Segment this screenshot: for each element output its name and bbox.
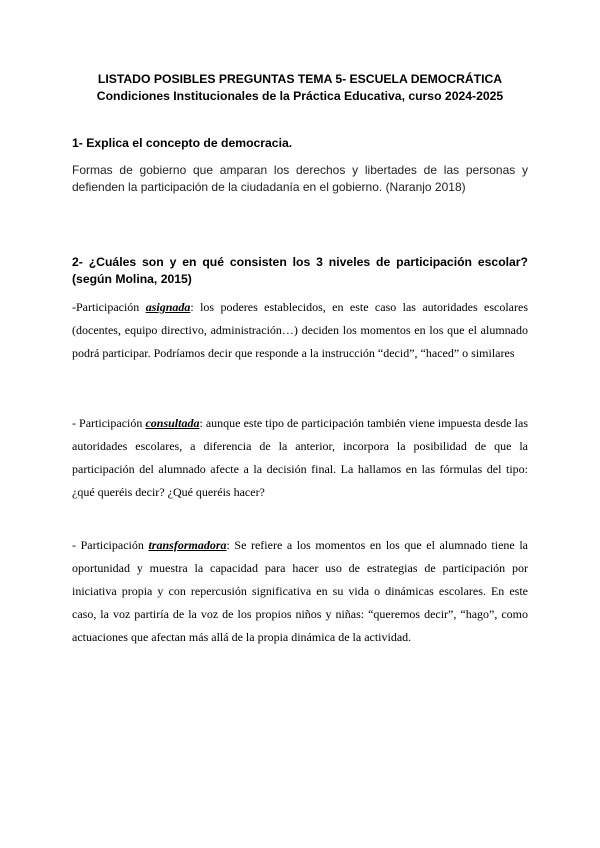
participation-level-consulted (72, 412, 528, 504)
item-term: transformadora (148, 538, 227, 552)
item-prefix: -Participación (72, 300, 146, 314)
item-prefix: - Participación (72, 538, 149, 552)
item-term: asignada (145, 300, 191, 314)
document-subtitle: Condiciones Institucionales de la Práctica Educativa, curso 2024-2025 (96, 89, 504, 103)
question-1-answer: Formas de gobierno que amparan los derechos y libertades de las personas y defienden la participación de la ciudadanía en el gobierno. (Naranjo 2018) (72, 163, 528, 194)
item-text: : aunque este tipo de participación también viene impuesta desde las autoridades escolares, a diferencia de la anterior, incorpora la posibilidad de que la participación del alumnado afecte a la decisión final. La hallamos en las fórmulas del tipo: ¿qué queréis decir? ¿Qué queréis hacer? (72, 416, 528, 499)
item-text: : Se refiere a los momentos en los que el alumnado tiene la oportunidad y muestra la capacidad para hacer uso de estrategias de participación por iniciativa propia y con repercusión significativa en su vida o dinámicas escolares. En este caso, la voz partiría de la voz de los propios niños y niñas: “queremos decir”, “hago”, como actuaciones que afectan más allá de la propia dinámica de la actividad. (72, 538, 528, 644)
item-term: consultada (145, 416, 200, 430)
item-prefix: - Participación (72, 416, 146, 430)
item-text: : los poderes establecidos, en este caso las autoridades escolares (docentes, equipo directivo, administración…) deciden los momentos en los que el alumnado podrá participar. Podríamos decir que responde a la instrucción “decid”, “haced” o similares (72, 300, 528, 360)
participation-level-transformative (72, 534, 528, 649)
document-title: LISTADO POSIBLES PREGUNTAS TEMA 5- ESCUELA DEMOCRÁTICA (97, 72, 503, 86)
question-2-heading: 2- ¿Cuáles son y en qué consisten los 3 niveles de participación escolar? (según Molina, 2015) (72, 255, 528, 286)
participation-level-assigned (72, 296, 528, 365)
question-1-heading: 1- Explica el concepto de democracia. (72, 136, 293, 150)
